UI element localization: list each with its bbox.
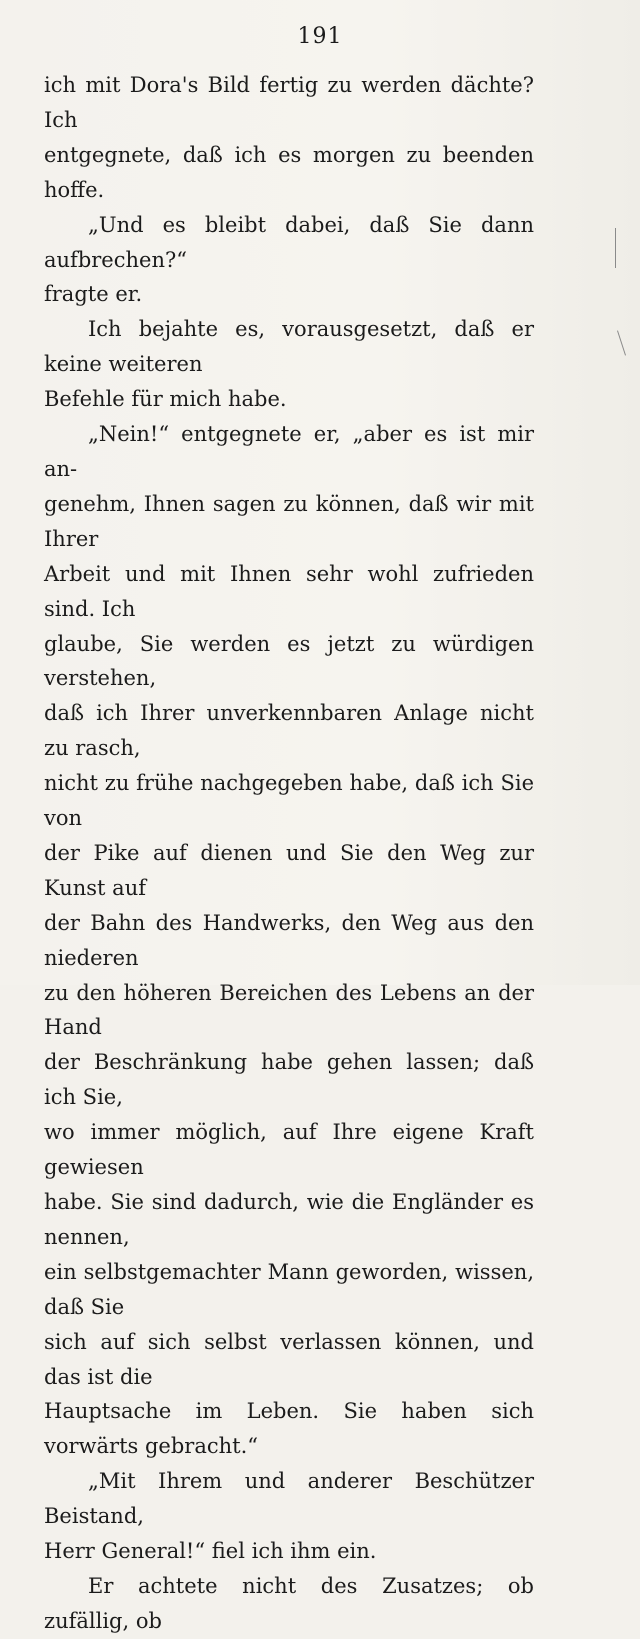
text-line: der Beschränkung habe gehen lassen; daß ich Sie, xyxy=(44,1050,534,1110)
text-line: „Nein!“ entgegnete er, „aber es ist mir an- xyxy=(44,422,534,481)
paragraph xyxy=(44,68,534,208)
text-line: nicht zu frühe nachgegeben habe, daß ich Sie von xyxy=(44,771,534,831)
paragraph xyxy=(44,208,534,313)
paragraph xyxy=(44,1464,534,1569)
margin-pencil-mark xyxy=(615,228,616,268)
text-line: „Und es bleibt dabei, daß Sie dann aufbrechen?“ xyxy=(44,212,534,272)
paragraph xyxy=(44,417,534,1464)
text-line: Ich bejahte es, vorausgesetzt, daß er keine weiteren xyxy=(44,317,534,377)
text-line: Arbeit und mit Ihnen sehr wohl zufrieden sind. Ich xyxy=(44,561,534,621)
text-line: „Mit Ihrem und anderer Beschützer Beistand, xyxy=(44,1469,534,1529)
text-line: ich mit Dora's Bild fertig zu werden dächte? Ich xyxy=(44,73,534,132)
paragraph xyxy=(44,312,534,417)
paragraph xyxy=(44,1569,534,1639)
text-line: Herr General!“ fiel ich ihm ein. xyxy=(44,1539,377,1564)
text-line: wo immer möglich, auf Ihre eigene Kraft gewiesen xyxy=(44,1120,534,1180)
text-line: habe. Sie sind dadurch, wie die Engländer es nennen, xyxy=(44,1190,534,1249)
text-line: fragte er. xyxy=(44,282,143,307)
margin-pencil-mark xyxy=(617,330,626,355)
text-line: sich auf sich selbst verlassen können, und das ist die xyxy=(44,1329,534,1389)
text-line: genehm, Ihnen sagen zu können, daß wir mit Ihrer xyxy=(44,491,534,551)
text-line: entgegnete, daß ich es morgen zu beenden hoffe. xyxy=(44,142,534,202)
text-line: daß ich Ihrer unverkennbaren Anlage nicht zu rasch, xyxy=(44,701,534,761)
text-line: zu den höheren Bereichen des Lebens an der Hand xyxy=(44,980,534,1040)
text-line: Befehle für mich habe. xyxy=(44,387,287,412)
text-line: Hauptsache im Leben. Sie haben sich vorwärts gebracht.“ xyxy=(44,1399,534,1459)
text-line: Er achtete nicht des Zusatzes; ob zufällig, ob xyxy=(44,1573,534,1633)
text-line: der Bahn des Handwerks, den Weg aus den niederen xyxy=(44,910,534,970)
text-line: ein selbstgemachter Mann geworden, wissen, daß Sie xyxy=(44,1259,534,1319)
text-line: glaube, Sie werden es jetzt zu würdigen verstehen, xyxy=(44,631,534,691)
text-line: der Pike auf dienen und Sie den Weg zur Kunst auf xyxy=(44,840,534,900)
body-text xyxy=(44,68,534,1639)
page-number: 191 xyxy=(297,24,343,49)
